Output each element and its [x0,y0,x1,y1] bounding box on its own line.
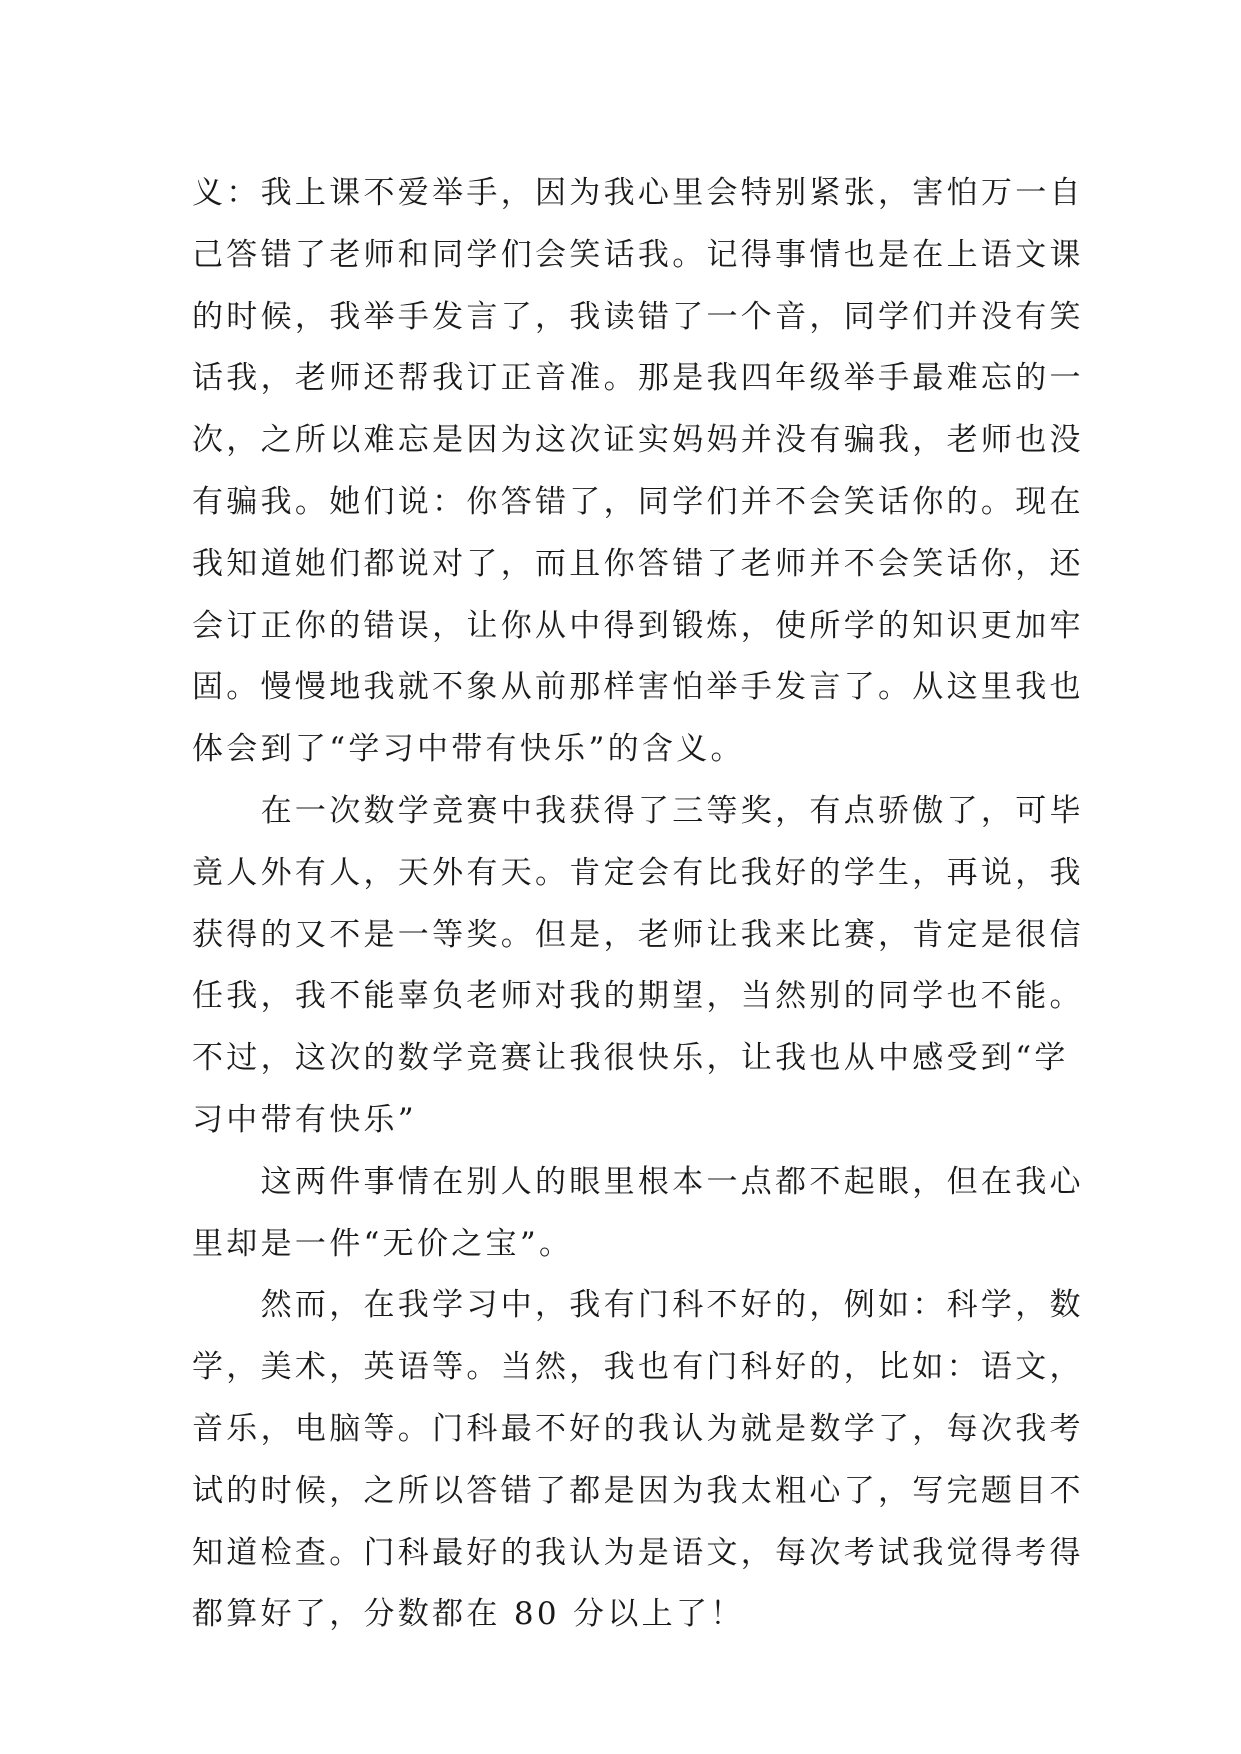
text-line: 有骗我。她们说：你答错了，同学们并不会笑话你的。现在 [192,483,1084,520]
text-line: 音乐，电脑等。门科最不好的我认为就是数学了，每次我考 [192,1410,1084,1447]
text-line: 义：我上课不爱举手，因为我心里会特别紧张，害怕万一自 [192,175,1084,211]
text-line: 任我，我不能辜负老师对我的期望，当然别的同学也不能。 [192,978,1084,1015]
text-line: 会订正你的错误，让你从中得到锻炼，使所学的知识更加牢 [192,607,1084,644]
text-line: 在一次数学竞赛中我获得了三等奖，有点骄傲了，可毕 [192,792,1084,829]
text-line: 话我，老师还帮我订正音准。那是我四年级举手最难忘的一 [192,360,1084,397]
body-text [192,163,1092,1646]
text-line: 获得的又不是一等奖。但是，老师让我来比赛，肯定是很信 [192,916,1084,953]
text-line: 次，之所以难忘是因为这次证实妈妈并没有骗我，老师也没 [192,422,1084,459]
text-line: 试的时候，之所以答错了都是因为我太粗心了，写完题目不 [192,1472,1084,1509]
text-line: 不过，这次的数学竞赛让我很快乐，让我也从中感受到“学 [192,1040,1069,1077]
text-line: 这两件事情在别人的眼里根本一点都不起眼，但在我心 [192,1163,1084,1200]
text-line: 己答错了老师和同学们会笑话我。记得事情也是在上语文课 [192,236,1084,273]
text-line: 的时候，我举手发言了，我读错了一个音，同学们并没有笑 [192,298,1084,335]
text-line: 学，美术，英语等。当然，我也有门科好的，比如：语文， [192,1349,1084,1386]
text-line: 固。慢慢地我就不象从前那样害怕举手发言了。从这里我也 [192,669,1084,706]
text-line: 知道检查。门科最好的我认为是语文，每次考试我觉得考得 [192,1534,1084,1571]
text-line: 都算好了，分数都在 80 分以上了！ [192,1596,745,1633]
text-line: 然而，在我学习中，我有门科不好的，例如：科学，数 [192,1287,1084,1324]
text-line: 习中带有快乐” [192,1101,417,1138]
text-line: 里却是一件“无价之宝”。 [192,1225,574,1262]
text-line: 竟人外有人，天外有天。肯定会有比我好的学生，再说，我 [192,854,1084,891]
text-line: 我知道她们都说对了，而且你答错了老师并不会笑话你，还 [192,545,1084,582]
text-line: 体会到了“学习中带有快乐”的含义。 [192,731,745,768]
